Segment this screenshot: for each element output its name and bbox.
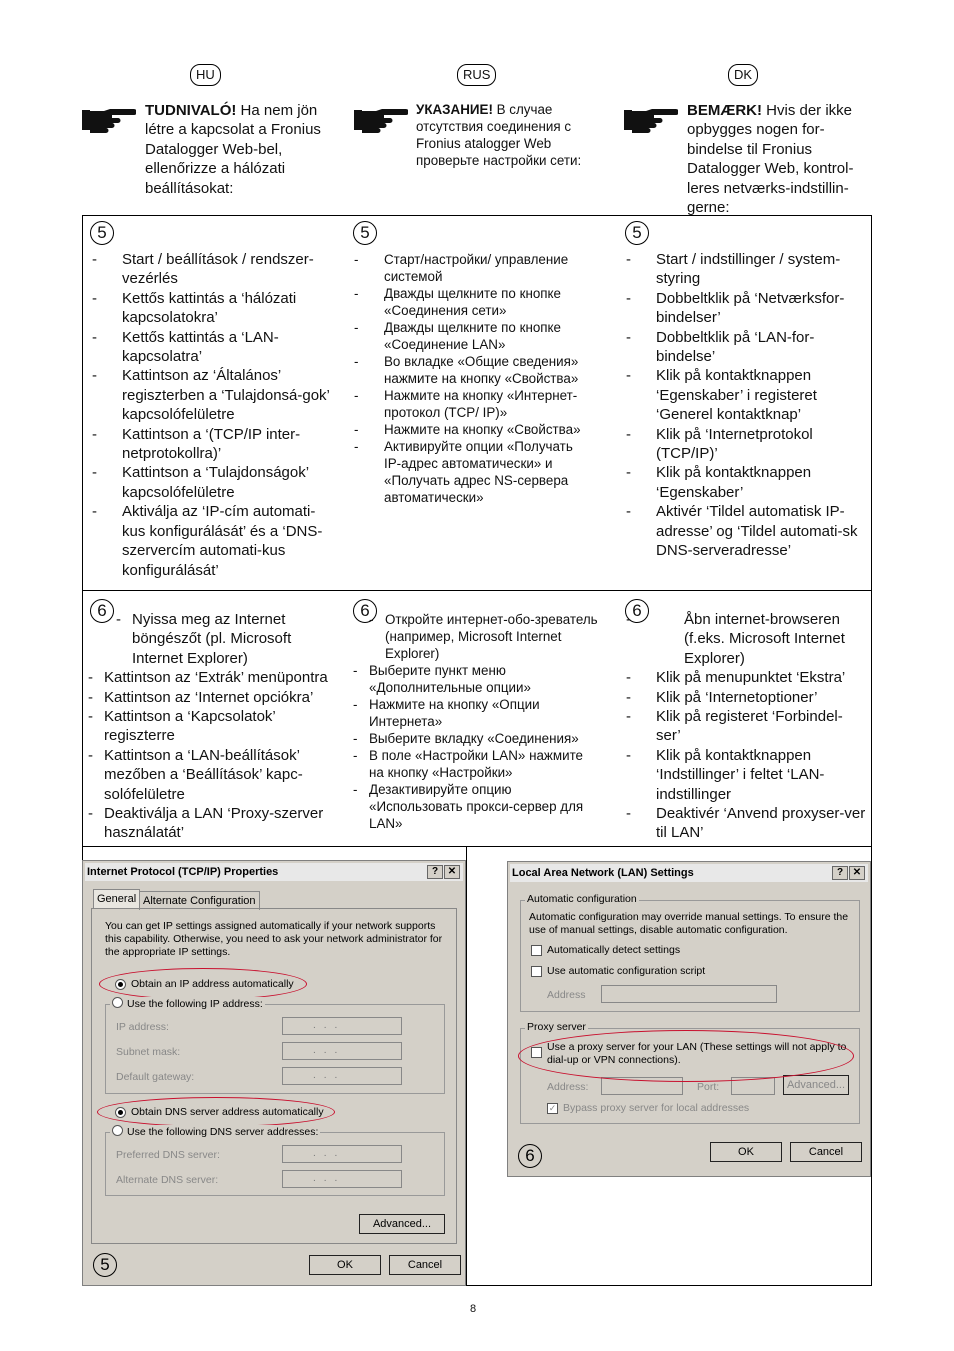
step-number-5: 5 xyxy=(625,221,649,245)
step-number-6: 6 xyxy=(625,599,649,623)
intro-text: this capability. Otherwise, you need to ask your network administrator for xyxy=(105,933,443,945)
list-item: - Kattintson a ‘(TCP/IP inter-netprotokollra)’ xyxy=(92,425,337,464)
step-number-6: 6 xyxy=(518,1144,542,1168)
lan-settings-dialog xyxy=(507,861,871,1177)
list-item: - Start / beállítások / rendszer-vezérlés xyxy=(92,250,337,289)
list-item: - Kettős kattintás a ‘LAN-kapcsolatra’ xyxy=(92,328,337,367)
note-dk-label: BEMÆRK! xyxy=(687,102,762,119)
config-script-label[interactable]: Use automatic configuration script xyxy=(547,965,706,977)
list-item: - Kattintson a ‘Tulajdonságok’ kapcsolófelületre xyxy=(92,463,337,502)
note-hu-label: TUDNIVALÓ! xyxy=(145,102,237,119)
list-item: - Выберите пункт меню «Дополнительные опции» xyxy=(353,662,601,696)
dialog-title: Local Area Network (LAN) Settings xyxy=(510,864,868,882)
step-number-5: 5 xyxy=(353,221,377,245)
list-item: - Start / indstillinger / system-styring xyxy=(626,250,866,289)
note-dk xyxy=(687,101,869,217)
divider xyxy=(82,590,872,591)
bypass-label[interactable]: Bypass proxy server for local addresses xyxy=(563,1102,750,1114)
use-dns-group-label xyxy=(110,1125,320,1138)
proxy-advanced-button[interactable]: Advanced... xyxy=(783,1075,849,1095)
config-script-checkbox[interactable] xyxy=(531,966,542,977)
list-item: - В поле «Настройки LAN» нажмите на кнопку «Настройки» xyxy=(353,747,601,781)
list-item: - Активируйте опции «Получать IP-адрес автоматически» и «Получать адрес NS-сервера автоматически» xyxy=(354,438,590,506)
use-proxy-label[interactable]: dial-up or VPN connections). xyxy=(547,1054,681,1066)
automatic-configuration-group xyxy=(520,893,860,1012)
preferred-dns-field[interactable]: ... xyxy=(282,1145,402,1163)
auto-detect-checkbox[interactable] xyxy=(531,945,542,956)
highlight-oval xyxy=(97,1097,335,1127)
list-item: - Aktiválja az ‘IP-cím automati-kus konfigurálását’ és a ‘DNS-szervercím automati-kus konfigurálását’ xyxy=(92,502,337,580)
use-ip-label[interactable]: Use the following IP address: xyxy=(127,998,263,1010)
note-rus-text: В случае отсутствия соединения с Fronius atalogger Web проверьте настройки сети: xyxy=(416,102,582,168)
lang-badge-rus: RUS xyxy=(457,64,496,86)
list-item: - Klik på kontaktknappen ‘Indstillinger’ i feltet ‘LAN-indstillinger xyxy=(626,746,866,804)
list-item: - Нажмите на кнопку «Свойства» xyxy=(354,421,590,438)
obtain-dns-label[interactable]: Obtain DNS server address automatically xyxy=(131,1106,324,1118)
obtain-ip-label[interactable]: Obtain an IP address automatically xyxy=(131,978,294,990)
script-address-label: Address xyxy=(547,989,586,1001)
divider xyxy=(466,846,467,1286)
list-item: - Kattintson az ‘Extrák’ menüpontra xyxy=(88,668,344,687)
pointing-hand-icon xyxy=(352,104,408,136)
use-dns-label[interactable]: Use the following DNS server addresses: xyxy=(127,1126,319,1138)
tab-alternate-configuration[interactable]: Alternate Configuration xyxy=(139,891,260,910)
ip-address-field[interactable]: ... xyxy=(282,1017,402,1035)
list-item: - Нажмите на кнопку «Интернет-протокол (TCP/ IP)» xyxy=(354,387,590,421)
intro-text: You can get IP settings assigned automatically if your network supports xyxy=(105,920,436,932)
close-button[interactable]: ✕ xyxy=(849,866,865,880)
note-rus-label: УКАЗАНИЕ! xyxy=(416,102,493,117)
proxy-server-label: Proxy server xyxy=(527,1021,586,1033)
list-item: - Выберите вкладку «Соединения» xyxy=(353,730,601,747)
list-item: - Дважды щелкните по кнопке «Соединение LAN» xyxy=(354,319,590,353)
list-item: - Дважды щелкните по кнопке «Соединения сети» xyxy=(354,285,590,319)
ip-address-label: IP address: xyxy=(116,1021,169,1033)
step6-list-rus xyxy=(353,611,601,832)
list-item: - Kattintson a ‘LAN-beállítások’ mezőben a ‘Beállítások’ kapc-solófelületre xyxy=(88,746,344,804)
note-rus xyxy=(416,101,596,169)
auto-detect-label[interactable]: Automatically detect settings xyxy=(547,944,681,956)
use-ip-group-label xyxy=(110,997,265,1010)
tab-general[interactable]: General xyxy=(93,889,140,908)
ip-address-group xyxy=(105,998,445,1094)
lang-badge-hu: HU xyxy=(190,64,221,86)
list-item: - Kattintson az ‘Internet opciókra’ xyxy=(88,688,344,707)
default-gateway-field[interactable]: ... xyxy=(282,1067,402,1085)
script-address-field[interactable] xyxy=(601,985,777,1003)
preferred-dns-label: Preferred DNS server: xyxy=(116,1149,220,1161)
list-item: - Kattintson az ‘Általános’ regiszterben a ‘Tulajdonsá-gok’ kapcsolófelületre xyxy=(92,366,337,424)
list-item: - Дезактивируйте опцию «Использовать прокси-сервер для LAN» xyxy=(353,781,601,832)
step5-list-dk xyxy=(626,250,866,561)
list-item: - Откройте интернет-обо-зреватель (например, Microsoft Internet Explorer) xyxy=(369,611,601,662)
auto-config-label: Automatic configuration xyxy=(527,893,637,905)
list-item: - Åbn internet-browseren (f.eks. Microsoft Internet Explorer) xyxy=(626,610,866,668)
list-item: - Nyissa meg az Internet böngészőt (pl. Microsoft Internet Explorer) xyxy=(116,610,344,668)
list-item: - Klik på ‘Internetoptioner’ xyxy=(626,688,866,707)
auto-config-text: Automatic configuration may override manual settings. To ensure the xyxy=(529,911,849,923)
dns-group xyxy=(105,1126,445,1196)
list-item: - Старт/настройки/ управление системой xyxy=(354,251,590,285)
use-dns-radio[interactable] xyxy=(112,1125,123,1136)
highlight-oval xyxy=(518,1030,854,1082)
step6-list-dk xyxy=(626,610,866,843)
auto-config-text: use of manual settings, disable automatic configuration. xyxy=(529,924,788,936)
cancel-button[interactable]: Cancel xyxy=(790,1142,862,1162)
close-button[interactable]: ✕ xyxy=(444,865,460,879)
proxy-address-label: Address: xyxy=(547,1081,589,1093)
pointing-hand-icon xyxy=(80,104,136,136)
page-number: 8 xyxy=(470,1303,477,1315)
list-item: - Deaktiválja a LAN ‘Proxy-szerver használatát’ xyxy=(88,804,344,843)
use-ip-radio[interactable] xyxy=(112,997,123,1008)
step-number-5: 5 xyxy=(90,221,114,245)
note-dk-text: Hvis der ikke opbygges nogen for-bindelse til Fronius Datalogger Web, kontrol-leres netværks-indstillin-gerne: xyxy=(687,102,854,217)
ok-button[interactable]: OK xyxy=(309,1255,381,1275)
step5-list-hu xyxy=(92,250,337,580)
highlight-oval xyxy=(99,968,307,1000)
list-item: - Klik på registeret ‘Forbindel-ser’ xyxy=(626,707,866,746)
list-item: - Klik på kontaktknappen ‘Egenskaber’ i registeret ‘Generel kontaktknap’ xyxy=(626,366,866,424)
list-item: - Aktivér ‘Tildel automatisk IP-adresse’ og ‘Tildel automati-sk DNS-serveradresse’ xyxy=(626,502,866,560)
subnet-mask-label: Subnet mask: xyxy=(116,1046,181,1058)
help-button[interactable]: ? xyxy=(832,866,848,880)
pointing-hand-icon xyxy=(622,104,678,136)
list-item: - Dobbeltklik på ‘Netværksfor-bindelser’ xyxy=(626,289,866,328)
advanced-button[interactable]: Advanced... xyxy=(359,1214,445,1234)
step5-list-rus xyxy=(354,251,590,506)
lang-badge-dk: DK xyxy=(728,64,758,86)
ok-button[interactable]: OK xyxy=(710,1142,782,1162)
dialog-title: Internet Protocol (TCP/IP) Properties xyxy=(85,863,463,881)
list-item: - Kattintson a ‘Kapcsolatok’ regiszterre xyxy=(88,707,344,746)
step-number-6: 6 xyxy=(353,599,377,623)
help-button[interactable]: ? xyxy=(427,865,443,879)
step-number-5: 5 xyxy=(93,1253,117,1277)
list-item: - Dobbeltklik på ‘LAN-for-bindelse’ xyxy=(626,328,866,367)
list-item: - Klik på menupunktet ‘Ekstra’ xyxy=(626,668,866,687)
list-item: - Klik på ‘Internetprotokol (TCP/IP)’ xyxy=(626,425,866,464)
list-item: - Нажмите на кнопку «Опции Интернета» xyxy=(353,696,601,730)
step6-list-hu xyxy=(88,610,344,843)
intro-text: the appropriate IP settings. xyxy=(105,946,231,958)
list-item: - Во вкладке «Общие сведения» нажмите на кнопку «Свойства» xyxy=(354,353,590,387)
alternate-dns-field[interactable]: ... xyxy=(282,1170,402,1188)
note-hu xyxy=(145,101,333,198)
step-number-6: 6 xyxy=(90,599,114,623)
list-item: - Kettős kattintás a ‘hálózati kapcsolatokra’ xyxy=(92,289,337,328)
proxy-port-label: Port: xyxy=(697,1081,720,1093)
default-gateway-label: Default gateway: xyxy=(116,1071,195,1083)
list-item: - Deaktivér ‘Anvend proxyser-ver til LAN’ xyxy=(626,804,866,843)
list-item: - Klik på kontaktknappen ‘Egenskaber’ xyxy=(626,463,866,502)
subnet-mask-field[interactable]: ... xyxy=(282,1042,402,1060)
alternate-dns-label: Alternate DNS server: xyxy=(116,1174,219,1186)
tcpip-properties-dialog xyxy=(82,860,466,1286)
use-proxy-label[interactable]: Use a proxy server for your LAN (These settings will not apply to xyxy=(547,1041,847,1053)
cancel-button[interactable]: Cancel xyxy=(389,1255,461,1275)
note-hu-text: Ha nem jön létre a kapcsolat a Fronius Datalogger Web-bel, ellenőrizze a hálózati beállításokat: xyxy=(145,102,321,197)
bypass-checkbox[interactable]: ✓ xyxy=(548,1103,557,1113)
divider xyxy=(82,846,872,847)
